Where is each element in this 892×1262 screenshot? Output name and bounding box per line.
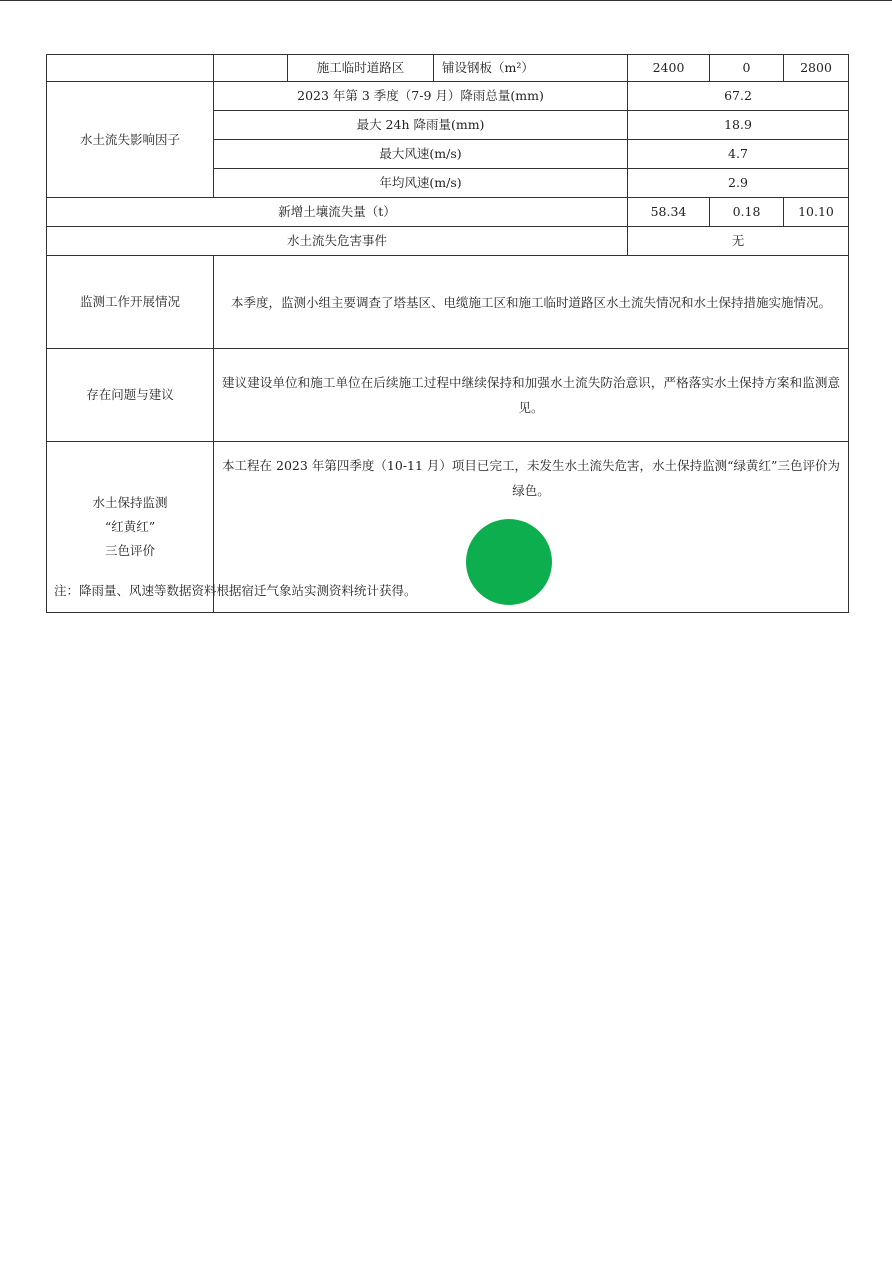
factor-name: 年均风速(m/s) [214,169,628,198]
issues-label: 存在问题与建议 [47,349,214,442]
table-row-monitoring [47,256,849,349]
footnote: 注：降雨量、风速等数据资料根据宿迁气象站实测资料统计获得。 [54,583,417,598]
monitoring-label: 监测工作开展情况 [47,256,214,349]
monitoring-text: 本季度，监测小组主要调查了塔基区、电缆施工区和施工临时道路区水土流失情况和水土保持措施实施情况。 [214,256,849,349]
evaluation-label-line: 水土保持监测 [92,495,168,510]
table-row-paving [47,55,849,82]
value-cell: 0.18 [710,198,784,227]
empty-cell [214,55,288,82]
table-row-factor [47,82,849,111]
factor-value: 18.9 [628,111,849,140]
factor-name: 2023 年第 3 季度（7-9 月）降雨总量(mm) [214,82,628,111]
table-row-hazard [47,227,849,256]
value-cell: 0 [710,55,784,82]
factor-value: 4.7 [628,140,849,169]
evaluation-label-line: 三色评价 [104,543,155,558]
factors-label: 水土流失影响因子 [47,82,214,198]
table-row-soil-loss [47,198,849,227]
soil-loss-label: 新增土壤流失量（t） [47,198,628,227]
hazard-value: 无 [628,227,849,256]
monitoring-report-table [46,54,849,613]
value-cell: 2800 [784,55,849,82]
evaluation-label-line: “红黄红” [104,519,156,534]
factor-name: 最大风速(m/s) [214,140,628,169]
factor-name: 最大 24h 降雨量(mm) [214,111,628,140]
table-row-issues [47,349,849,442]
empty-cell [47,55,214,82]
value-cell: 10.10 [784,198,849,227]
measure-cell: 铺设钢板（m²） [434,55,628,82]
area-cell: 施工临时道路区 [288,55,434,82]
green-indicator-circle [466,519,552,605]
value-cell: 2400 [628,55,710,82]
evaluation-text: 本工程在 2023 年第四季度（10-11 月）项目已完工，未发生水土流失危害，水土保持监测“绿黄红”三色评价为绿色。 [222,458,840,498]
factor-value: 2.9 [628,169,849,198]
page-top-border [0,0,892,1]
value-cell: 58.34 [628,198,710,227]
issues-text: 建议建设单位和施工单位在后续施工过程中继续保持和加强水土流失防治意识，严格落实水土保持方案和监测意见。 [214,349,849,442]
factor-value: 67.2 [628,82,849,111]
hazard-label: 水土流失危害事件 [47,227,628,256]
